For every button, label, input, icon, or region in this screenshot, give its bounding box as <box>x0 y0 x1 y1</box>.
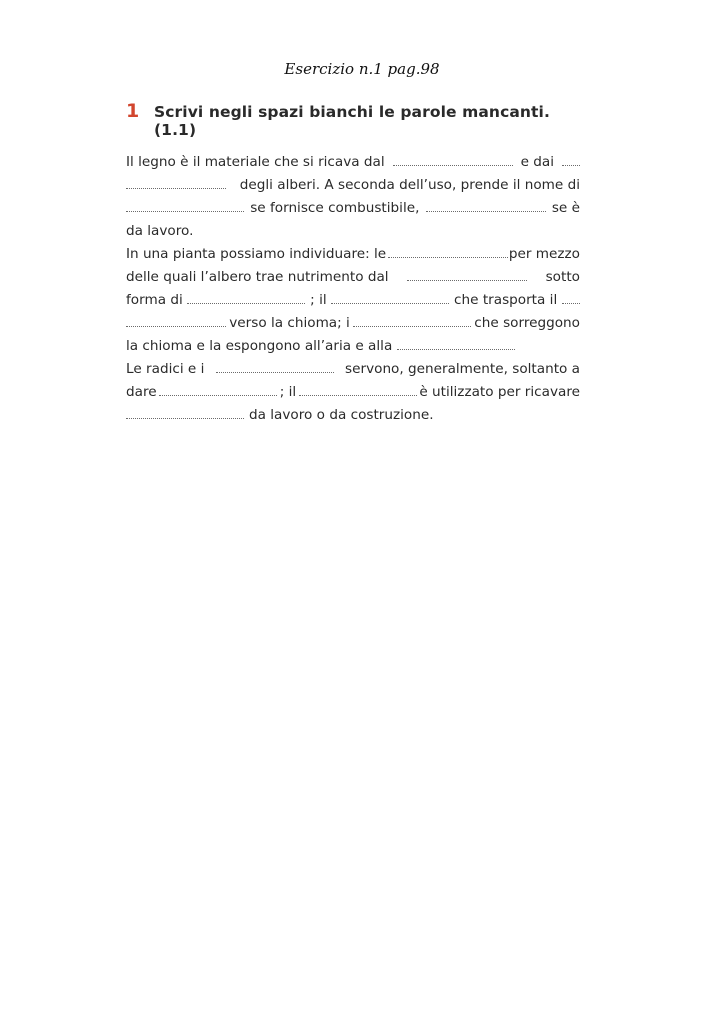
text-segment: dare <box>126 384 157 400</box>
text-segment: è utilizzato per ricavare <box>419 384 580 400</box>
text-line <box>126 220 580 243</box>
blank-field[interactable] <box>331 294 449 304</box>
blank-field[interactable] <box>562 294 580 304</box>
blank-field[interactable] <box>126 317 226 327</box>
text-segment: da lavoro o da costruzione. <box>249 407 434 423</box>
blank-field[interactable] <box>126 409 244 419</box>
blank-field[interactable] <box>126 202 244 212</box>
text-segment: ; il <box>310 292 327 308</box>
blank-field[interactable] <box>397 340 515 350</box>
text-segment: Le radici e i <box>126 361 205 377</box>
blank-field[interactable] <box>407 271 527 281</box>
text-line <box>126 289 580 312</box>
blank-field[interactable] <box>393 156 513 166</box>
blank-field[interactable] <box>126 179 226 189</box>
text-segment: degli alberi. A seconda dell’uso, prende il nome di <box>239 177 580 193</box>
text-segment: per mezzo <box>508 246 580 262</box>
exercise-title: Scrivi negli spazi bianchi le parole mancanti. (1.1) <box>154 103 550 139</box>
blank-field[interactable] <box>388 248 508 258</box>
text-line <box>126 243 580 266</box>
text-segment: In una pianta possiamo individuare: le <box>126 246 387 262</box>
text-segment: Il legno è il materiale che si ricava dal <box>126 154 385 170</box>
page-title: Esercizio n.1 pag.98 <box>284 60 440 78</box>
text-segment: che trasporta il <box>454 292 558 308</box>
blank-field[interactable] <box>562 156 580 166</box>
text-line <box>126 381 580 404</box>
blank-field[interactable] <box>426 202 546 212</box>
text-line <box>126 151 580 174</box>
text-segment: la chioma e la espongono all’aria e alla <box>126 338 393 354</box>
exercise-heading <box>126 100 580 139</box>
text-segment: sotto <box>545 269 580 285</box>
text-line <box>126 266 580 289</box>
text-segment: e dai <box>520 154 555 170</box>
text-segment: verso la chioma; i <box>229 315 350 331</box>
exercise-text <box>126 151 580 427</box>
text-segment: servono, generalmente, soltanto a <box>345 361 580 377</box>
text-line <box>126 358 580 381</box>
blank-field[interactable] <box>353 317 471 327</box>
text-segment: da lavoro. <box>126 223 194 239</box>
text-line <box>126 335 580 358</box>
text-line <box>126 197 580 220</box>
exercise-number: 1 <box>126 100 140 122</box>
blank-field[interactable] <box>187 294 305 304</box>
blank-field[interactable] <box>299 386 417 396</box>
blank-field[interactable] <box>159 386 277 396</box>
text-segment: che sorreggono <box>474 315 580 331</box>
exercise <box>126 100 580 427</box>
text-segment: se fornisce combustibile, <box>250 200 420 216</box>
text-line <box>126 174 580 197</box>
text-segment: ; il <box>279 384 297 400</box>
blank-field[interactable] <box>216 363 334 373</box>
text-segment: se è <box>551 200 580 216</box>
text-segment: forma di <box>126 292 183 308</box>
text-line <box>126 404 580 427</box>
text-line <box>126 312 580 335</box>
text-segment: delle quali l’albero trae nutrimento dal <box>126 269 389 285</box>
